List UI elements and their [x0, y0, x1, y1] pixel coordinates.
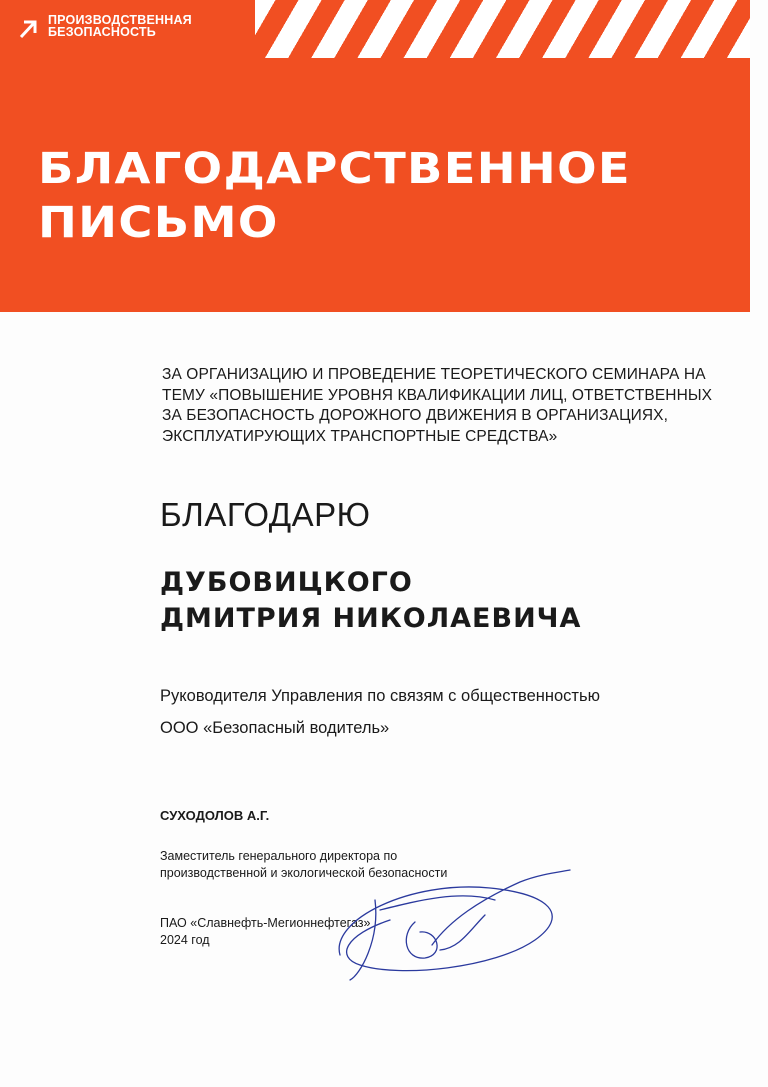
recipient-name [160, 565, 581, 637]
logo-line-2: БЕЗОПАСНОСТЬ [48, 25, 156, 39]
reason-text [162, 365, 722, 447]
hazard-stripes [255, 0, 750, 58]
reason-line-1: ЗА ОРГАНИЗАЦИЮ И ПРОВЕДЕНИЕ ТЕОРЕТИЧЕСКОГО СЕМИНАРА НА [162, 366, 706, 383]
position-line-1: Руководителя Управления по связям с общественностью [160, 687, 600, 705]
signer-title-line-2: производственной и экологической безопасности [160, 866, 448, 880]
arrow-up-right-icon [18, 18, 38, 40]
logo-text [48, 14, 192, 38]
position-line-2: ООО «Безопасный водитель» [160, 719, 390, 737]
title-line-2: ПИСЬМО [38, 198, 279, 248]
reason-line-3: ЗА БЕЗОПАСНОСТЬ ДОРОЖНОГО ДВИЖЕНИЯ В ОРГАНИЗАЦИЯХ, [162, 407, 669, 424]
recipient-surname: ДУБОВИЦКОГО [160, 567, 413, 598]
document-title [38, 142, 631, 250]
signer-name: СУХОДОЛОВ А.Г. [160, 808, 270, 823]
document-year: 2024 год [160, 933, 210, 947]
header-banner [0, 0, 750, 312]
signer-title-line-1: Заместитель генерального директора по [160, 849, 398, 863]
reason-line-2: ТЕМУ «ПОВЫШЕНИЕ УРОВНЯ КВАЛИФИКАЦИИ ЛИЦ, ОТВЕТСТВЕННЫХ [162, 386, 713, 404]
company-name: ПАО «Славнефть-Мегионнефтегаз» [160, 916, 371, 930]
reason-line-4: ЭКСПЛУАТИРУЮЩИХ ТРАНСПОРТНЫЕ СРЕДСТВА» [162, 427, 558, 445]
logo-line-1: ПРОИЗВОДСТВЕННАЯ [48, 13, 192, 27]
handwritten-signature [320, 860, 580, 990]
recipient-given-names: ДМИТРИЯ НИКОЛАЕВИЧА [160, 603, 582, 634]
title-line-1: БЛАГОДАРСТВЕННОЕ [38, 144, 631, 194]
thanks-heading: БЛАГОДАРЮ [160, 496, 371, 533]
logo [18, 14, 192, 40]
recipient-position [160, 680, 600, 744]
